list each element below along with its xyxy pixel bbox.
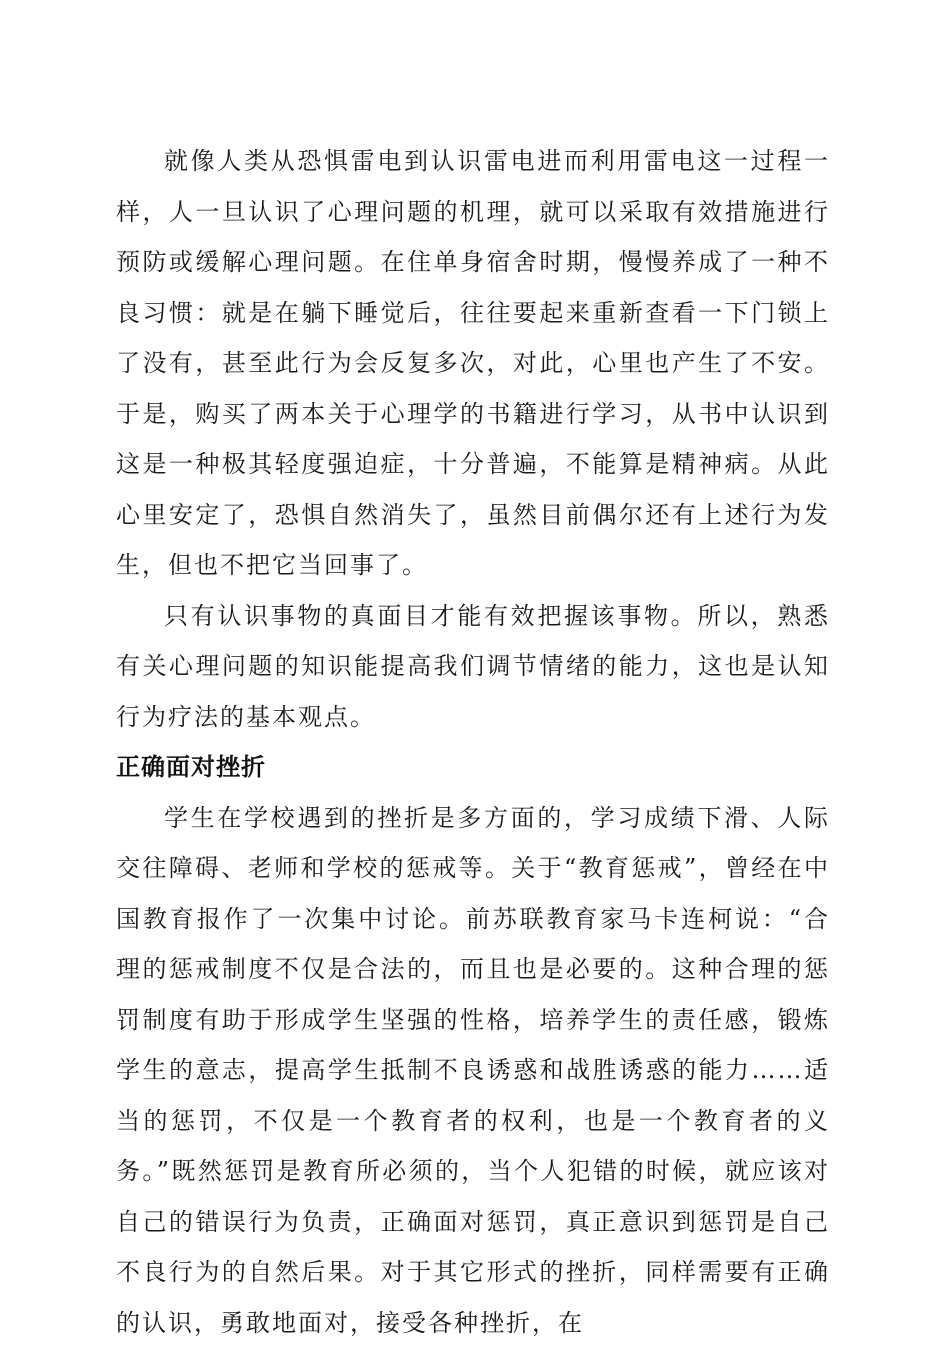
document-body — [116, 136, 830, 1348]
paragraph: 只有认识事物的真面目才能有效把握该事物。所以，熟悉有关心理问题的知识能提高我们调节情绪的能力，这也是认知行为疗法的基本观点。 — [116, 591, 830, 743]
paragraph: 就像人类从恐惧雷电到认识雷电进而利用雷电这一过程一样，人一旦认识了心理问题的机理，就可以采取有效措施进行预防或缓解心理问题。在住单身宿舍时期，慢慢养成了一种不良习惯：就是在躺下睡觉后，往往要起来重新查看一下门锁上了没有，甚至此行为会反复多次，对此，心里也产生了不安。于是，购买了两本关于心理学的书籍进行学习，从书中认识到这是一种极其轻度强迫症，十分普遍，不能算是精神病。从此心里安定了，恐惧自然消失了，虽然目前偶尔还有上述行为发生，但也不把它当回事了。 — [116, 136, 830, 591]
section-heading: 正确面对挫折 — [116, 742, 830, 793]
paragraph: 学生在学校遇到的挫折是多方面的，学习成绩下滑、人际交往障碍、老师和学校的惩戒等。关于“教育惩戒”，曾经在中国教育报作了一次集中讨论。前苏联教育家马卡连柯说：“合理的惩戒制度不仅是合法的，而且也是必要的。这种合理的惩罚制度有助于形成学生坚强的性格，培养学生的责任感，锻炼学生的意志，提高学生抵制不良诱惑和战胜诱惑的能力……适当的惩罚，不仅是一个教育者的权利，也是一个教育者的义务。”既然惩罚是教育所必须的，当个人犯错的时候，就应该对自己的错误行为负责，正确面对惩罚，真正意识到惩罚是自己不良行为的自然后果。对于其它形式的挫折，同样需要有正确的认识，勇敢地面对，接受各种挫折，在 — [116, 793, 830, 1348]
